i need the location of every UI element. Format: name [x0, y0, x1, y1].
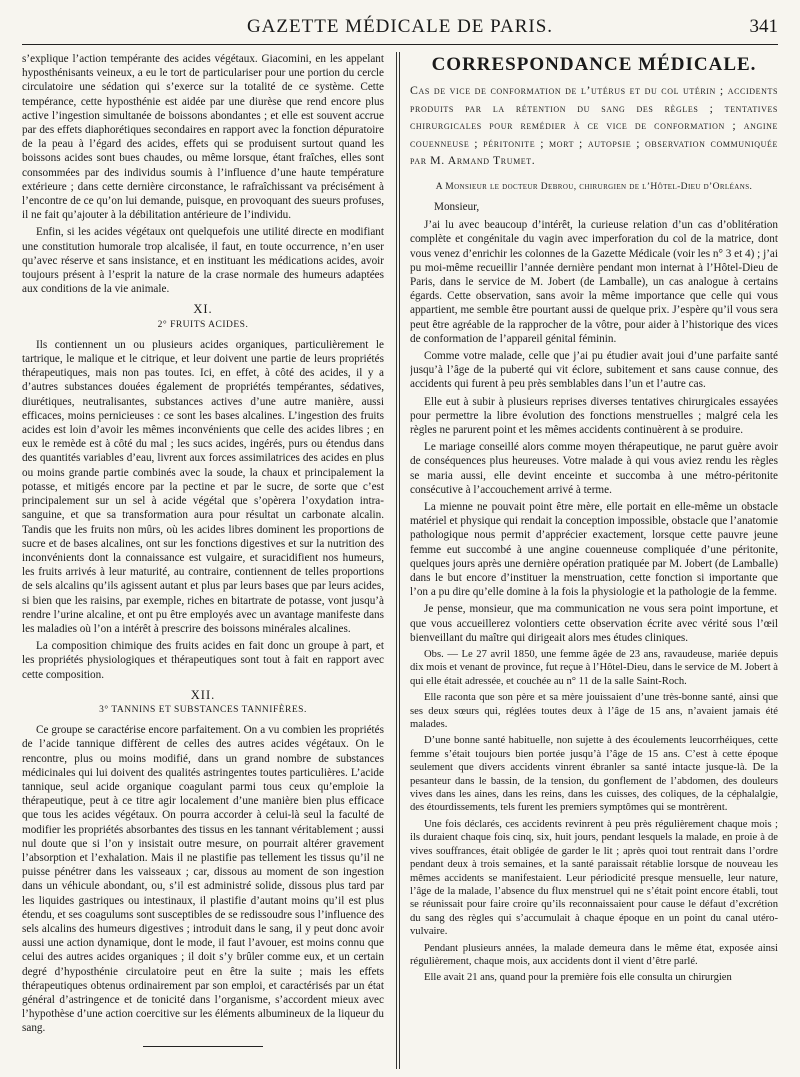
- page-header: [22, 14, 778, 45]
- paragraph: Ils contiennent un ou plusieurs acides organiques, particulièrement le tartrique, le malique et le citrique, et leur doivent une partie de leurs propriétés thérapeutiques, mais non pas toutes. Ici, en effet, à côté des acides, il y a d’autres substances douées également de propriétés tempérantes, sédatives, diurétiques, neutralisantes, substances actives d’une autre manière, aussi efficaces, moins pernicieuses : ce sont les bases alcalines. L’ingestion des fruits acides est loin d’avoir les mêmes inconvénients que celle des acides libres ; en eux le remède est à côté du mal ; les sucs acides, ingérés, purs ou étendus dans des quantités variables d’eau, livrent aux forces assimilatrices des acides en plus ou moins grande partie combinés avec la soude, la chaux et principalement la potasse, et mitigés encore par la pectine et par le sucre, de sorte que c’est principalement sur un sel à acide végétal que s’opèrera l’oxydation intra-sanguine, et que sa transformation aura pour résultat un carbonate alcalin. Tandis que les fruits non mûrs, où les acides libres dominent les proportions de sucre et de bases alcalines, ont sur les fonctions digestives et sur la nutrition des inconvénients dont la connaissance est vulgaire, et suracidifient nos humeurs, les fruits arrivés à leur maturité, au contraire, contiennent de telles proportions de sels alcalins qu’ils agissent autant et plus par leurs bases que par leurs acides, si bien que les raisins, par exemple, riches en bitartrate de potasse, vont jusqu’à rendre l’urine alcaline, et ont pu être employés avec un avantage manifeste dans les maladies où l’on a intérêt à prescrire des boissons minérales alcalines.: [22, 338, 384, 635]
- left-column: [22, 52, 384, 1071]
- column-divider-inner: [399, 52, 400, 1069]
- section-title: 2° FRUITS ACIDES.: [157, 319, 249, 330]
- correspondence-heading: CORRESPONDANCE MÉDICALE.: [431, 54, 757, 75]
- observation-paragraph: Obs. — Le 27 avril 1850, une femme âgée de 23 ans, ravaudeuse, mariée depuis dix mois et venant de province, fut reçue à l’Hôtel-Dieu, dans le service de M. Jobert à qui elle était adressée, et couchée au n° 11 de la salle Saint-Roch.: [410, 649, 778, 687]
- paragraph: La mienne ne pouvait point être mère, elle portait en elle-même un obstacle matériel et physique qui rendait la conception impossible, obstacle que l’anatomie pathologique nous permit d’apprécier exactement, lorsque cette pauvre jeune femme eut succombé à une angine couenneuse compliquée d’une péritonite, quelques jours après une dernière opération pratiquée par M. Jobert (de Lamballe) dans le but encore d’instituer la menstruation, cette fonction si importante que l’on a pu dire qu’elle domine à la fois la physiologie et la pathologie de la femme.: [410, 500, 778, 599]
- paragraph: Comme votre malade, celle que j’ai pu étudier avait joui d’une parfaite santé jusqu’à l’âge de la puberté qui vit éclore, subitement et sans cause connue, des accidents qui furent à peu près semblables dans l’un et l’autre cas.: [410, 349, 778, 391]
- paragraph: Ce groupe se caractérise encore parfaitement. On a vu combien les propriétés de l’acide tannique diffèrent de celles des autres acides végétaux. On le rencontre, plus ou moins modifié, dans un grand nombre de substances médicinales qui lui doivent des qualités astringentes toutes particulières. L’acide tannique, seul acide organique coagulant parmi tous ceux qu’emploie la thérapeutique, peut à ce titre agir localement d’une manière bien plus efficace que tous les acides végétaux. On pourra accorder à celui-là seul la faculté de modifier les propriétés absorbantes des tissus en les tannant véritablement ; aussi nul doute que si l’on y insistait outre mesure, on pourrait altérer gravement l’absorption et l’exhalation. Mais il ne plastifie pas tellement les tissus qu’il ne puisse pénétrer dans les vaisseaux ; car, dissous au moment de son ingestion dans un véhicule abondant, ou, s’il est administré solide, dissous plus tard par les liquides gastriques ou intestinaux, il plastifie d’autant moins qu’il est plus étendu, et ses coagulums sont susceptibles de se redissoudre sous l’influence des sels alcalins des humeurs digestives ; introduit dans le sang, il y peut donc avoir aussi une action dynamique, dont le mode, il faut l’avouer, est moins connu que celui des autres acides organiques ; il doit s’y brûler comme eux, et un certain degré d’hyposthénie circulatoire peut en être la suite ; mais les effets thérapeutiques obtenus ordinairement par son emploi, et caractérisés par un état général d’astringence et de tonicité dans l’organisme, s’accordent mieux avec l’hypothèse d’une action coercitive sur les éléments albumineux de la liqueur du sang.: [22, 724, 384, 1035]
- observation-paragraph: Elle avait 21 ans, quand pour la première fois elle consulta un chirurgien: [424, 972, 732, 984]
- paragraph: Je pense, monsieur, que ma communication ne vous sera point importune, et que vous accueillerez volontiers cette observation écrite avec vérité sous l’œil bienveillant du maître qui dirigeait alors mes études cliniques.: [410, 603, 778, 644]
- letter-salutation: Monsieur,: [434, 200, 480, 213]
- observation-paragraph: Elle raconta que son père et sa mère jouissaient d’une très-bonne santé, ainsi que ses deux sœurs qui, réglées toutes deux à l’âge de 15 ans, n’avaient jamais été malades.: [410, 692, 778, 731]
- article-subtitle: Cas de vice de conformation de l’utérus et du col utérin ; accidents produits par la rétention du sang des règles ; tentatives chirurgicales pour remédier à ce vice de conformation ; angine couenneuse ; péritonite ; mort ; autopsie ; observation communiquée par M. Armand Trumet.: [410, 83, 778, 168]
- page-number: 341: [749, 16, 778, 37]
- paragraph: La composition chimique des fruits acides en fait donc un groupe à part, et les propriétés physiologiques et thérapeutiques sont tout à fait en rapport avec cette composition.: [22, 640, 384, 681]
- letter-address: A Monsieur le docteur Debrou, chirurgien de l’Hôtel-Dieu d’Orléans.: [435, 181, 753, 192]
- paragraph: s’explique l’action tempérante des acides végétaux. Giacomini, en les appelant hyposthénisants veineux, a eu le tort de particulariser pour une portion du cercle circulatoire une sédation qui s’exerce sur la totalité de ce système. Cette tempérance, cette hyposthénie est aidée par une diurèse que rend encore plus active l’ingestion simultanée de boissons abondantes ; et elle est souvent accrue par des effets diaphorétiques secondaires en rapport avec la fonction dépuratoire de la peau à l’égard des acides, effets qui se produisent surtout quand les boissons acides sont bues chaudes, ou même lorsque, étant fraîches, elles sont consommées par des individus soumis à l’influence d’une haute température extérieure ; dans cette dernière circonstance, le rafraîchissant va précisément à l’encontre de ce qu’on lui demande, puisque, en provoquant des sueurs profuses, il ne fait qu’ajouter à la débilitation antérieure de l’individu.: [22, 53, 384, 222]
- paragraph: Le mariage conseillé alors comme moyen thérapeutique, ne parut guère avoir de conséquences plus heureuses. Votre malade à qui vous aviez rendu les règles se maria aussi, elle devint enceinte et succomba à une métro-péritonite consécutive à l’accouchement arrivé à terme.: [410, 441, 778, 496]
- column-divider: [396, 52, 397, 1069]
- journal-title: GAZETTE MÉDICALE DE PARIS.: [246, 16, 554, 37]
- paragraph: Enfin, si les acides végétaux ont quelquefois une utilité directe en modifiant une constitution humorale trop alcalisée, il faut, en toute occurrence, n’en user qu’avec réserve et sans insistance, et en instituant les médications acides, avoir toujours présent à l’esprit la nature de la crase normale des humeurs adaptées aux conditions de la vie animale.: [22, 226, 384, 296]
- observation-paragraph: D’une bonne santé habituelle, non sujette à des écoulements leucorrhéiques, cette femme s’était toujours bien portée jusqu’à l’âge de 15 ans. C’est à cette époque seulement que divers accidents vinrent ébranler sa santé intacte jusque-là. De la pesanteur dans le bassin, de la tension, du gonflement de l’abdomen, des douleurs vives dans les aines, dans les reins, dans les cuisses, des coliques, de la céphalalgie, des étourdissements, tels furent les premiers symptômes qui se montrèrent.: [410, 735, 778, 814]
- section-title: 3° TANNINS ET SUBSTANCES TANNIFÈRES.: [99, 704, 307, 715]
- end-rule: [143, 1046, 263, 1047]
- observation-paragraph: Une fois déclarés, ces accidents revinrent à peu près régulièrement chaque mois ; ils duraient chaque fois cinq, six, huit jours, pendant lesquels la malade, en proie à de vives souffrances, était obligée de garder le lit ; après quoi tout rentrait dans l’ordre pendant deux à trois semaines, et la santé paraissait rétablie lorsque de nouveau les mêmes accidents se manifestaient. Leur périodicité presque mensuelle, leur nature, l’âge de la malade, l’absence du flux menstruel qui ne s’était point encore établi, tout se réunissait pour faire croire qu’ils reconnaissaient pour cause le défaut d’excrétion du sang des règles qui s’accumulait à chaque époque en un point du canal utéro-vulvaire.: [410, 818, 778, 938]
- paragraph: Elle eut à subir à plusieurs reprises diverses tentatives chirurgicales essayées pour permettre la libre évolution des fonctions menstruelles ; malgré cela les règles ne parurent point et les mêmes accidents continuèrent à se produire.: [410, 395, 778, 436]
- observation-paragraph: Pendant plusieurs années, la malade demeura dans le même état, exposée ainsi régulièrement, chaque mois, aux accidents dont il vient d’être parlé.: [410, 942, 778, 967]
- right-column: [410, 52, 778, 1071]
- section-number: XI.: [193, 302, 213, 317]
- paragraph: J’ai lu avec beaucoup d’intérêt, la curieuse relation d’un cas d’oblitération complète et congénitale du vagin avec imperforation du col de la matrice, dont vous venez d’enrichir les colonnes de la Gazette Médicale (voir les n° 3 et 4) ; j’ai pu moi-même recueillir l’année dernière pendant mon internat à l’Hôtel-Dieu de Paris, dans le service de M. Jobert (de Lamballe), un cas analogue à certains égards. Cette observation, sans avoir la même importance que celle qui vous appartient, me semble être pourtant aussi de quelque prix. J’espère qu’il vous sera peut être agréable de la rapprocher de la vôtre, pour aider à l’historique des vices de conformation de l’appareil génital féminin.: [410, 219, 778, 345]
- section-number: XII.: [190, 687, 216, 702]
